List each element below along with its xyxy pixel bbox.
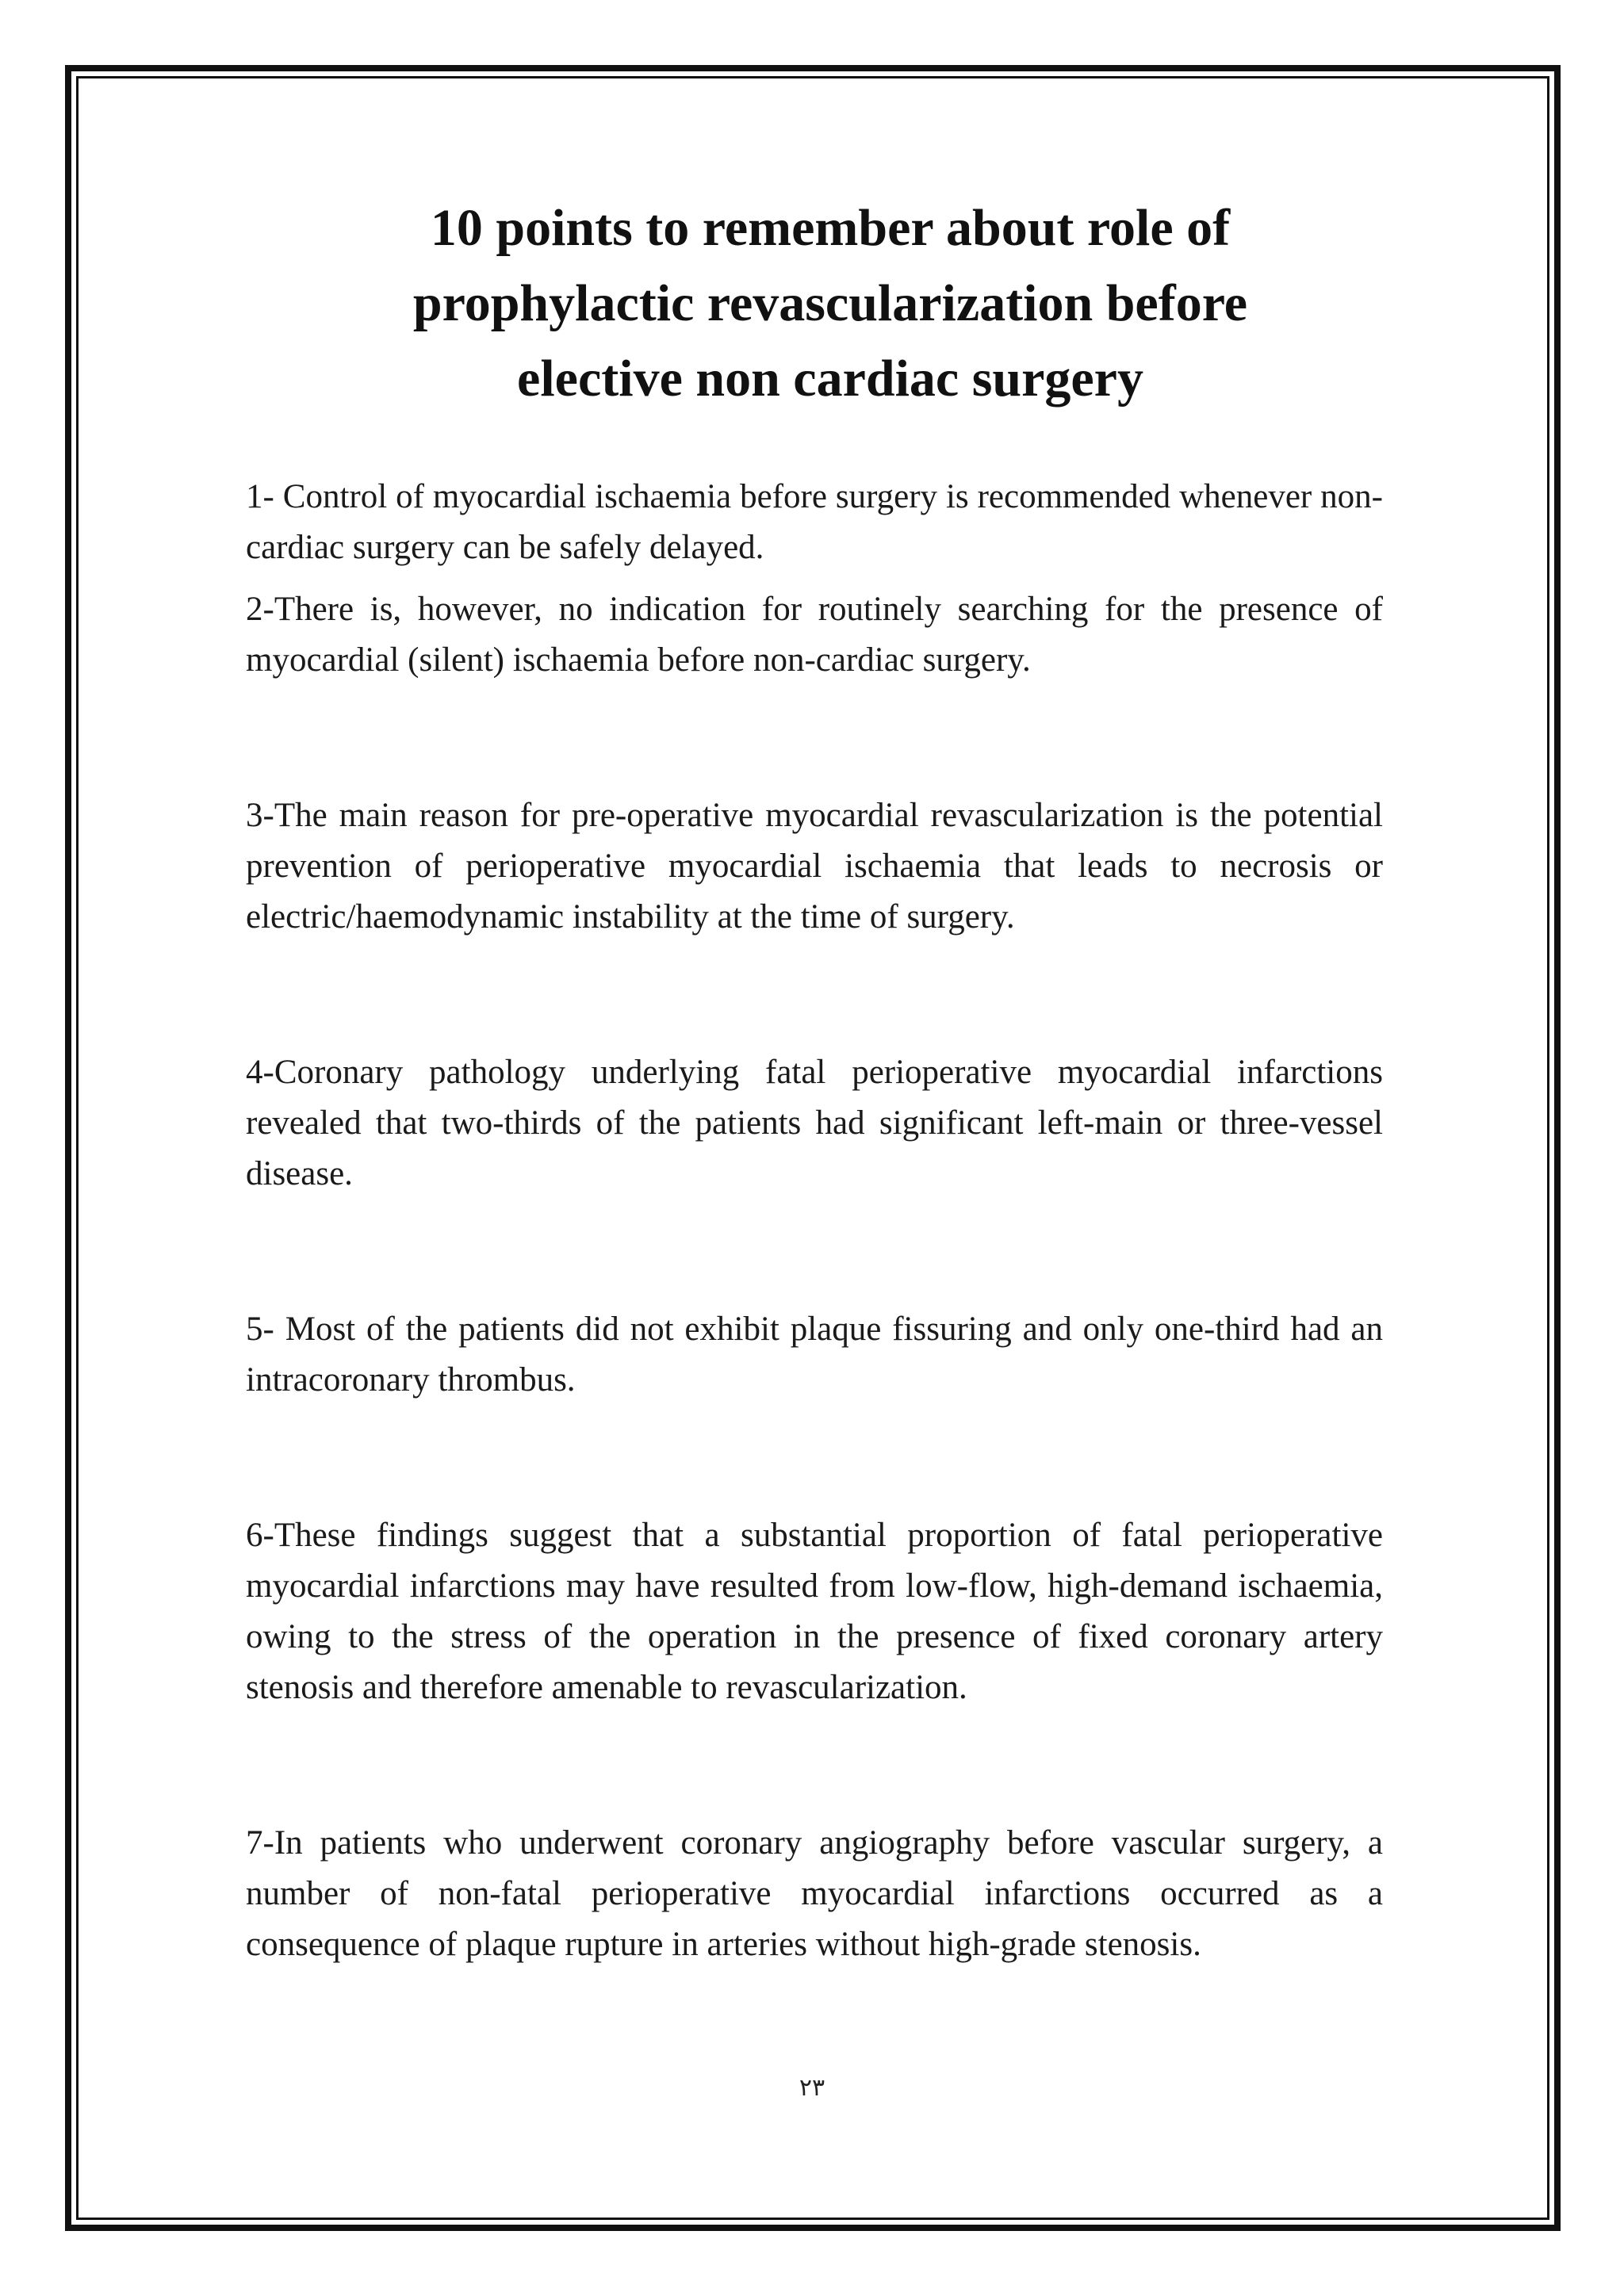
page-number: ٢٣ bbox=[799, 2074, 825, 2102]
page-content bbox=[246, 190, 1383, 1970]
point-6: 6-These findings suggest that a substantial proportion of fatal perioperative myocardial infarctions may have resulted from low-flow, high-demand ischaemia, owing to the stress of the operation in the presence of fixed coronary artery stenosis and therefore amenable to revascularization. bbox=[246, 1517, 1383, 1706]
points-list bbox=[246, 472, 1383, 1970]
point-5: 5- Most of the patients did not exhibit plaque fissuring and only one-third had an intracoronary thrombus. bbox=[246, 1311, 1383, 1399]
title-line-3: elective non cardiac surgery bbox=[517, 350, 1143, 408]
point-7: 7-In patients who underwent coronary angiography before vascular surgery, a number of non-fatal perioperative myocardial infarctions occurred as a consequence of plaque rupture in arteries without high-grade stenosis. bbox=[246, 1824, 1383, 1963]
point-2: 2-There is, however, no indication for routinely searching for the presence of myocardial (silent) ischaemia before non-cardiac surgery. bbox=[246, 591, 1383, 679]
point-1: 1- Control of myocardial ischaemia before surgery is recommended whenever non-cardiac surgery can be safely delayed. bbox=[246, 478, 1383, 566]
page-title bbox=[246, 190, 1383, 416]
point-3: 3-The main reason for pre-operative myocardial revascularization is the potential prevention of perioperative myocardial ischaemia that leads to necrosis or electric/haemodynamic instability at the time of surgery. bbox=[246, 797, 1383, 936]
title-line-2: prophylactic revascularization before bbox=[412, 274, 1248, 332]
point-4: 4-Coronary pathology underlying fatal perioperative myocardial infarctions revealed that two-thirds of the patients had significant left-main or three-vessel disease. bbox=[246, 1054, 1383, 1192]
title-line-1: 10 points to remember about role of bbox=[430, 199, 1231, 257]
